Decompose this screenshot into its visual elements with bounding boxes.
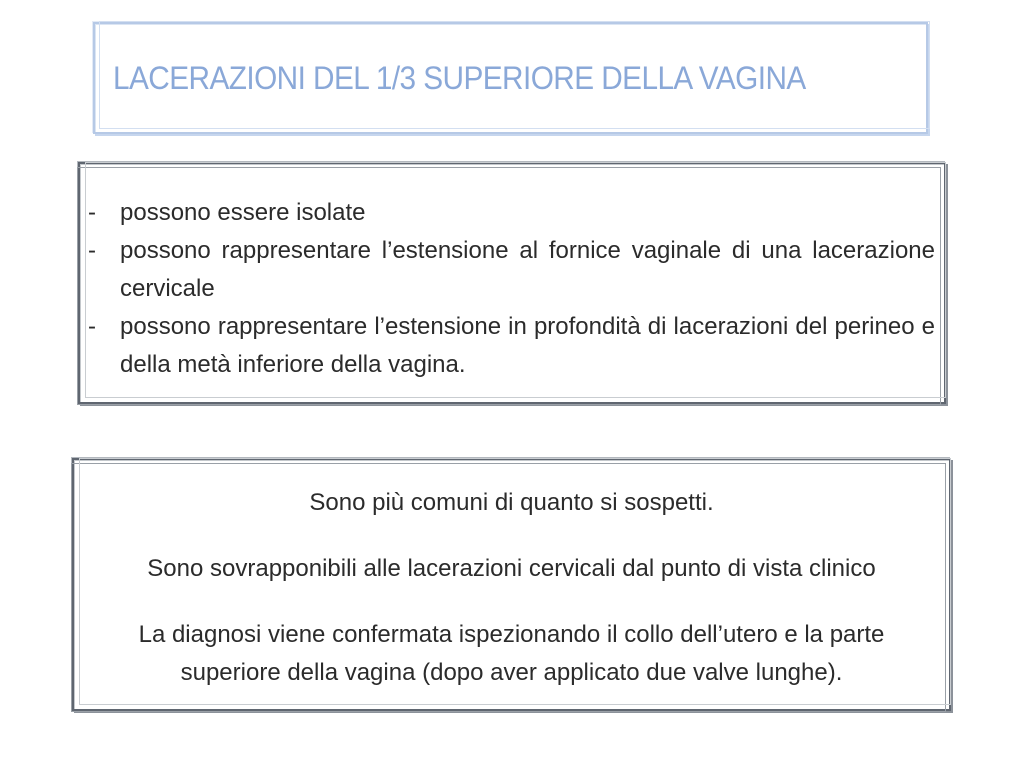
bullet-text: possono rappresentare l’estensione al fornice vaginale di una lacerazione cervicale xyxy=(120,237,935,302)
notes-content xyxy=(74,484,949,692)
bullet-box xyxy=(78,162,946,404)
note-paragraph: La diagnosi viene confermata ispezionando il collo dell’utero e la parte superiore della vagina (dopo aver applicato due valve lunghe). xyxy=(138,621,885,686)
bullet-marker: - xyxy=(88,199,96,226)
bullet-list xyxy=(80,194,935,384)
slide-title: LACERAZIONI DEL 1/3 SUPERIORE DELLA VAGINA xyxy=(113,60,806,96)
title-box xyxy=(93,22,928,134)
bullet-marker: - xyxy=(88,237,96,264)
bullet-item xyxy=(80,194,935,232)
bullet-text: possono rappresentare l’estensione in profondità di lacerazioni del perineo e della metà inferiore della vagina. xyxy=(120,313,935,378)
note-paragraph: Sono sovrapponibili alle lacerazioni cervicali dal punto di vista clinico xyxy=(147,555,876,582)
note-paragraph: Sono più comuni di quanto si sospetti. xyxy=(309,489,714,516)
bullet-item xyxy=(80,232,935,308)
bullet-text: possono essere isolate xyxy=(120,199,366,226)
bullet-item xyxy=(80,308,935,384)
notes-box xyxy=(72,458,951,711)
bullet-marker: - xyxy=(88,313,96,340)
